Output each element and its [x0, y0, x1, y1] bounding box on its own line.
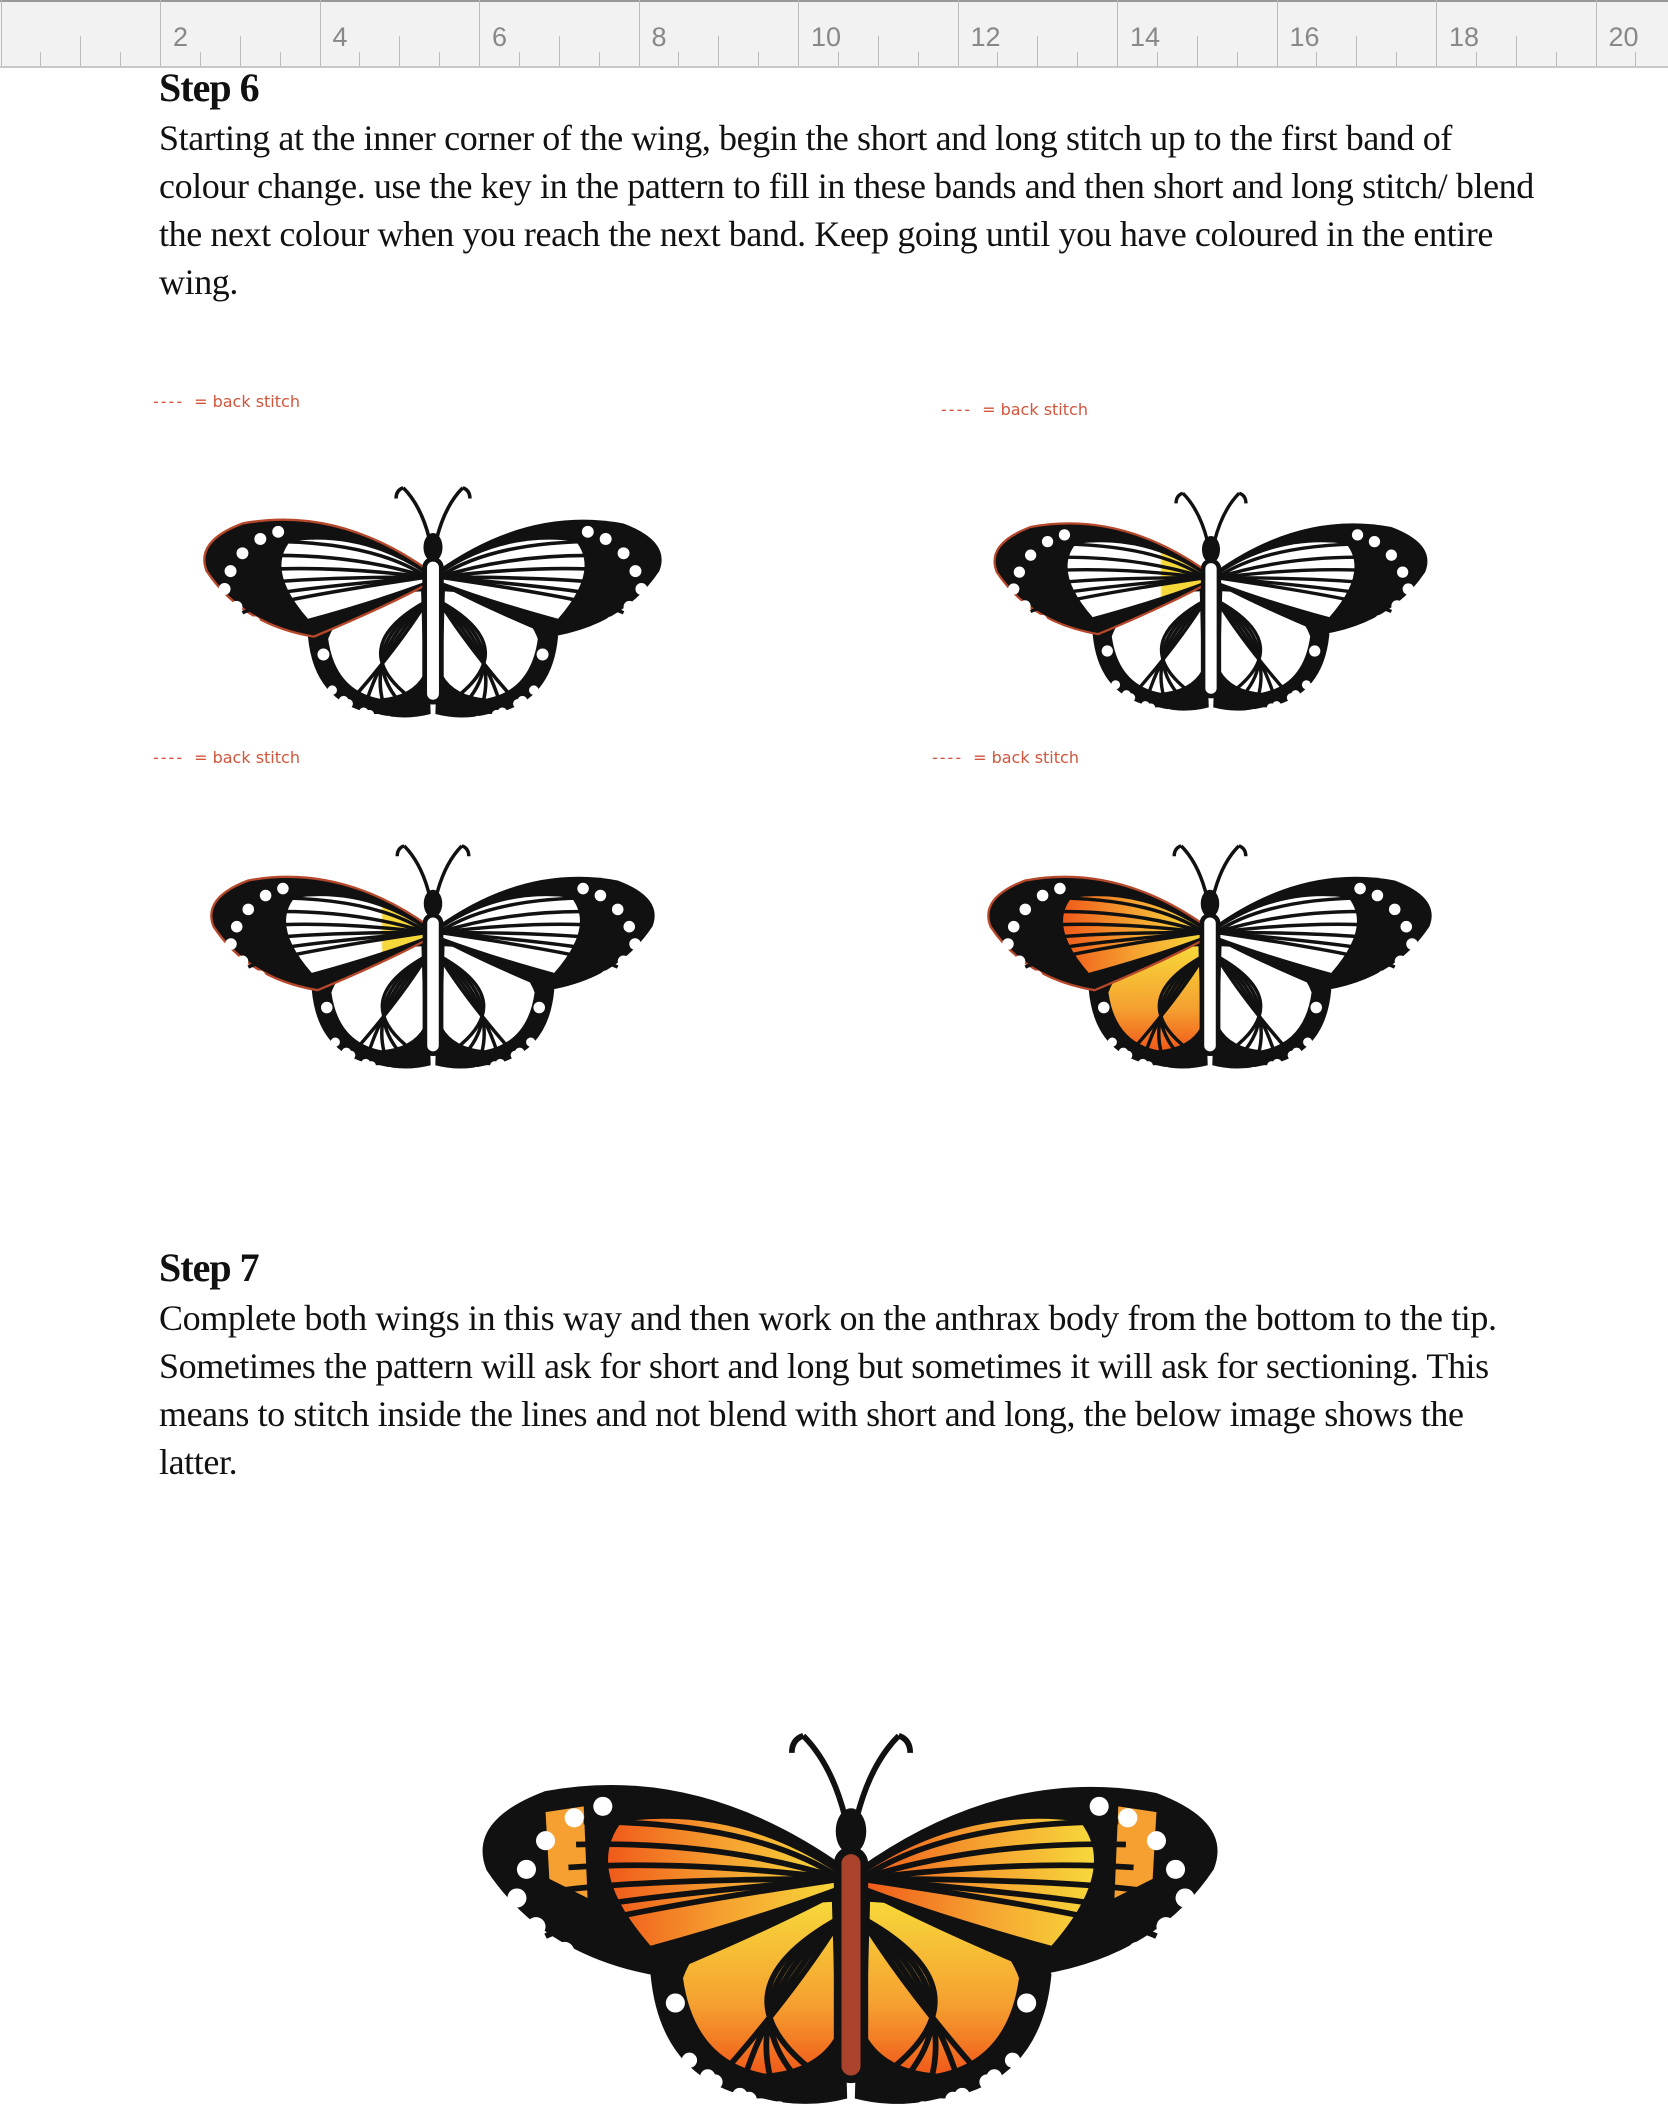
ruler-tick [1077, 52, 1078, 66]
ruler-tick [1476, 52, 1477, 66]
backstitch-legend [932, 748, 1079, 767]
ruler-tick [160, 0, 161, 66]
ruler-tick [918, 52, 919, 66]
ruler-label: 6 [492, 22, 508, 52]
ruler-tick [1117, 0, 1118, 66]
step-7-text: Complete both wings in this way and then work on the anthrax body from the bottom to the tip. Sometimes the pattern will ask for short and long but sometimes it will ask for sectioning. This means to stitch inside the lines and not blend with short and long, the below image shows the latter. [159, 1298, 1497, 1482]
ruler-tick [439, 52, 440, 66]
ruler-label: 14 [1130, 22, 1161, 52]
ruler-tick [878, 36, 879, 66]
step-7-heading: Step 7 [159, 1245, 259, 1290]
legend-dash: ---- [932, 748, 964, 767]
ruler-tick [1356, 36, 1357, 66]
ruler-tick [997, 52, 998, 66]
ruler-tick [399, 36, 400, 66]
butterfly-illustration [432, 1688, 1270, 2108]
ruler-tick [1157, 52, 1158, 66]
backstitch-legend [153, 748, 300, 767]
ruler-tick [320, 0, 321, 66]
completed-butterfly-image [432, 1688, 1270, 2108]
ruler-tick [1596, 0, 1597, 66]
ruler-tick [240, 36, 241, 66]
butterfly-stage-4-image [950, 817, 1470, 1071]
ruler-tick [1516, 36, 1517, 66]
ruler-tick [838, 52, 839, 66]
ruler-tick [1396, 52, 1397, 66]
ruler-tick [758, 52, 759, 66]
butterfly-illustration [172, 458, 694, 720]
ruler-tick [1037, 36, 1038, 66]
butterfly-stage-1-image [172, 458, 694, 720]
ruler-label: 8 [651, 22, 667, 52]
ruler-tick [958, 0, 959, 66]
ruler-label: 2 [173, 22, 189, 52]
ruler-label: 10 [811, 22, 842, 52]
ruler-tick [718, 36, 719, 66]
ruler-label: 4 [332, 22, 348, 52]
legend-dash: ---- [941, 400, 973, 419]
ruler-tick [1436, 0, 1437, 66]
ruler-tick [280, 52, 281, 66]
legend-dash: ---- [153, 748, 185, 767]
ruler-tick [798, 0, 799, 66]
ruler-tick [40, 52, 41, 66]
butterfly-illustration [958, 465, 1464, 713]
ruler-tick [1277, 0, 1278, 66]
butterfly-illustration [950, 817, 1470, 1071]
butterfly-stage-3-image [172, 817, 694, 1071]
ruler-tick [559, 36, 560, 66]
ruler-label: 16 [1289, 22, 1320, 52]
ruler-tick [1, 0, 2, 66]
ruler-tick [359, 52, 360, 66]
ruler-tick [80, 36, 81, 66]
ruler-tick [519, 52, 520, 66]
step-6-text: Starting at the inner corner of the wing, begin the short and long stitch up to the first band of colour change. use the key in the pattern to fill in these bands and then short and long stitch/ blend the next colour when you reach the next band. Keep going until you have coloured in the entire wing. [159, 118, 1534, 302]
legend-label: = back stitch [973, 748, 1079, 767]
legend-label: = back stitch [194, 748, 300, 767]
ruler-tick [1556, 52, 1557, 66]
legend-dash: ---- [153, 392, 185, 411]
legend-label: = back stitch [982, 400, 1088, 419]
ruler-label: 20 [1608, 22, 1639, 52]
butterfly-illustration [172, 817, 694, 1071]
step-6-heading: Step 6 [159, 65, 259, 110]
ruler-tick [479, 0, 480, 66]
ruler-tick [120, 52, 121, 66]
legend-label: = back stitch [194, 392, 300, 411]
ruler-tick [599, 52, 600, 66]
backstitch-legend [941, 400, 1088, 419]
ruler-tick [1635, 52, 1636, 66]
butterfly-stage-2-image [958, 465, 1464, 713]
ruler-tick [639, 0, 640, 66]
backstitch-legend [153, 392, 300, 411]
ruler[interactable] [0, 0, 1668, 68]
ruler-label: 12 [970, 22, 1001, 52]
ruler-tick [1237, 52, 1238, 66]
ruler-tick [1197, 36, 1198, 66]
ruler-label: 18 [1449, 22, 1480, 52]
ruler-tick [678, 52, 679, 66]
ruler-tick [1316, 52, 1317, 66]
